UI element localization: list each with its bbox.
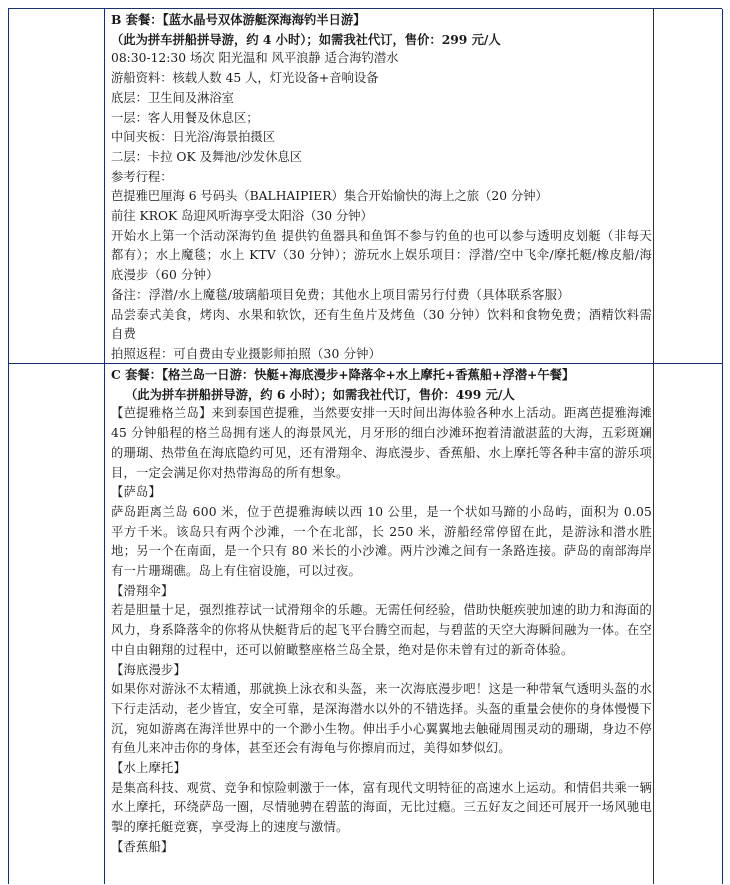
package-c-subtitle: （此为拼车拼船拼导游，约 6 小时）；如需我社代订，售价：499 元/人 — [125, 386, 515, 402]
package-b-line: 08:30-12:30 场次 阳光温和 风平浪静 适合海钓潜水 — [111, 51, 399, 66]
table-border-right — [722, 9, 723, 884]
row-divider — [9, 363, 722, 364]
section-heading: 【芭提雅格兰岛】 — [111, 406, 212, 421]
section-text: 萨岛距离兰岛 600 米，位于芭提雅海峡以西 10 公里，是一个状如马蹄的小岛屿，面积为 0.05 平方千米。该岛只有两个沙滩，一个在北部，长 250 米，游船经常停留在此，是游泳和潜水胜地；另一个在南面，是一个只有 80 米长的小沙滩。两片沙滩之间有一条路连接。萨岛的南部海岸有一片珊瑚礁。岛上有住宿设施，可以过夜。 — [111, 504, 652, 579]
package-b-title: B 套餐：【蓝水晶号双体游艇深海海钓半日游】 — [111, 12, 366, 27]
package-b-return: 拍照返程：可自费由专业摄影师拍照（30 分钟） — [111, 346, 382, 361]
package-b-line: 参考行程： — [111, 169, 173, 184]
package-b-cell — [109, 10, 652, 362]
package-c-cell — [109, 365, 652, 885]
package-c-title: C 套餐：【格兰岛一日游：快艇+海底漫步+降落伞+水上摩托+香蕉船+浮潜+午餐】 — [111, 367, 575, 382]
package-b-line: 二层：卡拉 OK 及舞池/沙发休息区 — [111, 149, 303, 164]
package-b-subtitle: （此为拼车拼船拼导游，约 4 小时）；如需我社代订，售价：299 元/人 — [111, 31, 501, 47]
section-heading: 【萨岛】 — [111, 485, 161, 500]
package-b-note: 备注：浮潜/水上魔毯/玻璃船项目免费；其他水上项目需另行付费（具体联系客服） — [111, 287, 570, 302]
section-text: 若是胆量十足，强烈推荐试一试滑翔伞的乐趣。无需任何经验，借助快艇疾驶加速的助力和海面的风力，身系降落伞的你将从快艇背后的起飞平台腾空而起，与碧蓝的天空大海瞬间融为一体。在空中自由翱翔的过程中，还可以俯瞰整座格兰岛全景，绝对是你未曾有过的新奇体验。 — [111, 603, 652, 657]
package-b-line: 游船资料：核载人数 45 人，灯光设备+音响设备 — [111, 71, 379, 86]
section-text: 来到泰国芭提雅，当然要安排一天时间出海体验各种水上活动。距离芭提雅海滩 45 分钟船程的格兰岛拥有迷人的海景风光，月牙形的细白沙滩环抱着清澈湛蓝的大海，五彩斑斓的珊瑚、热带鱼在海底隐约可见，还有滑翔伞、海底漫步、香蕉船、水上摩托等各种丰富的游乐项目，一定会满足你对热带海岛的所有想象。 — [111, 406, 652, 480]
section-text: 如果你对游泳不太精通，那就换上泳衣和头盔，来一次海底漫步吧！这是一种带氧气透明头盔的水下行走活动，老少皆宜，安全可靠，是深海潜水以外的不错选择。头盔的重量会使你的身体慢慢下沉，宛如游离在海洋世界中的一个渺小生物。伸出手小心翼翼地去触碰周围灵动的珊瑚，身边不停有鱼儿来冲击你的身体，甚至还会有海龟与你擦肩而过，美得如梦似幻。 — [111, 682, 652, 756]
section-heading: 【滑翔伞】 — [111, 583, 174, 598]
section-heading: 【水上摩托】 — [111, 761, 186, 776]
package-b-line: 一层：客人用餐及休息区； — [111, 110, 259, 125]
itinerary-table — [8, 8, 722, 884]
section-heading: 【海底漫步】 — [111, 662, 186, 677]
column-divider-right — [653, 9, 654, 884]
package-b-line: 中间夹板：日光浴/海景拍摄区 — [111, 130, 276, 145]
package-b-activity: 开始水上第一个活动深海钓鱼 提供钓鱼器具和鱼饵不参与钓鱼的也可以参与透明皮划艇（非每天都有）；水上魔毯；水上 KTV（30 分钟）；游玩水上娱乐项目：浮潜/空中飞伞/摩托艇/橡皮船/海底漫步（60 分钟） — [111, 228, 652, 283]
package-b-line: 前往 KROK 岛迎风听海享受太阳浴（30 分钟） — [111, 209, 373, 224]
package-b-food: 品尝泰式美食，烤肉、水果和软饮，还有生鱼片及烤鱼（30 分钟）饮料和食物免费；酒精饮料需自费 — [111, 307, 652, 342]
section-text: 是集高科技、观赏、竞争和惊险刺激于一体，富有现代文明特征的高速水上运动。和情侣共乘一辆水上摩托，环绕萨岛一圈，尽情驰骋在碧蓝的海面，无比过瘾。三五好友之间还可展开一场风驰电掣的摩托艇竞赛，享受海上的速度与激情。 — [111, 780, 652, 835]
package-b-line: 芭提雅巴厘海 6 号码头（BALHAIPIER）集合开始愉快的海上之旅（20 分钟） — [111, 189, 548, 204]
column-divider-left — [104, 9, 105, 884]
section-heading: 【香蕉船】 — [111, 839, 174, 854]
package-b-line: 底层：卫生间及淋浴室 — [111, 90, 234, 105]
section-paragraph — [111, 404, 652, 483]
